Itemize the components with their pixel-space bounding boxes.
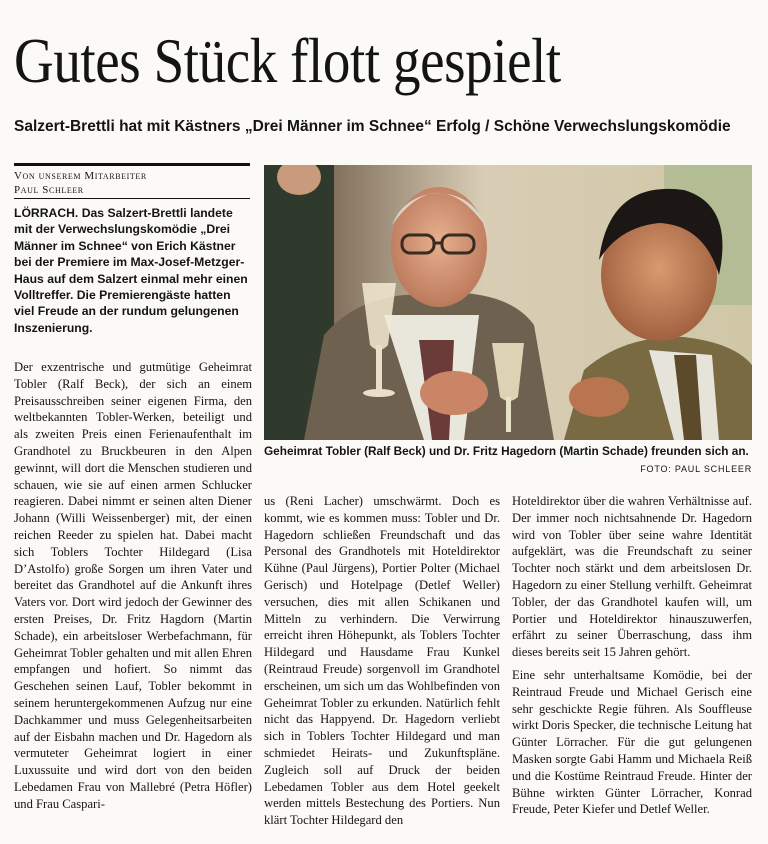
byline <box>14 169 250 197</box>
byline-author: Paul Schleer <box>14 184 84 196</box>
article-column-1 <box>14 359 252 813</box>
lead-paragraph: LÖRRACH. Das Salzert-Brettli landete mit der Verwechslungskomödie „Drei Männer im Schnee“ von Erich Kästner bei der Premiere im Max-Josef-Metzger-Haus auf dem Salzert einmal mehr einen Volltreffer. Die Premierengäste hatten viel Freude an der rundum gelungenen Inszenierung. <box>14 206 248 335</box>
article-column-3 <box>512 493 752 818</box>
body-paragraph: Der exzentrische und gutmütige Geheimrat Tobler (Ralf Beck), der sich an einem Preisausschreiben seiner eigenen Firma, den weltbekannten Tobler-Werken, beteiligt und als zweiten Preis einen Ferienaufenthalt im Grandhotel zu Bruckbeuren in den Alpen gewinnt, will dort die Menschen studieren und schauen, wie sie auf einen armen Schlucker reagieren. Dabei nimmt er seinen alten Diener Johann (Willi Weissenberger) mit, der einen reichen Reeder zu spielen hat. Dabei macht sich Toblers Tochter Hildegard (Lisa D’Astolfo) große Sorgen um ihren Vater und bereitet das Grandhotel auf die Ankunft ihres Vaters vor. Dort wird jedoch der Gewinner des ersten Preises, Dr. Fritz Hagdorn (Martin Schade), ein arbeitsloser Werbefachmann, für Geheimrat Tobler gehalten und mit allen Ehren empfangen und hofiert. So nimmt das Geschehen seinen Lauf, Tobler bekommt in seinem heruntergekommenen Aufzug nur eine Dachkammer und muss Gelegenheitsarbeiten auf der Eisbahn machen und Dr. Hagedorn als vermuteter Geheimrat logiert in einer Luxussuite und wird dort von den beiden Lebedamen Frau von Mallebré (Petra Höfler) und Frau Caspari- <box>14 360 252 811</box>
byline-rule-top <box>14 163 250 166</box>
byline-role: Von unserem Mitarbeiter <box>14 170 147 182</box>
body-paragraph: Hoteldirektor über die wahren Verhältnisse auf. Der immer noch nichtsahnende Dr. Hagedorn wird von Tobler über seine wahre Identität aufgeklärt, was die Freundschaft zu seiner Tochter noch stärkt und dem arbeitslosen Dr. Hagedorn zu einer Stellung verhilft. Geheimrat Tobler, der das Grandhotel kaufen will, um Portier und Hoteldirektor hinauszuwerfen, erfährt zu seiner Überraschung, dass ihm dieses bereits seit 15 Jahren gehört. <box>512 494 752 660</box>
byline-rule-bottom <box>14 198 250 199</box>
photo-caption: Geheimrat Tobler (Ralf Beck) und Dr. Fritz Hagedorn (Martin Schade) freunden sich an. <box>264 444 749 458</box>
article-column-2 <box>264 493 500 829</box>
body-paragraph: Eine sehr unterhaltsame Komödie, bei der Reintraud Freude und Michael Gerisch eine sehr geschickte Regie führen. Als Souffleuse wirkt Doris Specker, die technische Leitung hat Günter Lörracher. Für die gut gelungenen Masken sorgte Gabi Hamm und Michaela Reiß und die Kostüme Reintraud Freude. Hinter der Bühne wirkten Günter Lörracher, Konrad Freude, Peter Kiefer und Detlef Weller. <box>512 667 752 817</box>
article-photo <box>264 165 752 440</box>
body-paragraph: us (Reni Lacher) umschwärmt. Doch es kommt, wie es kommen muss: Tobler und Dr. Hagedorn schließen Freundschaft und das Personal des Grandhotels mit Hoteldirektor Kühne (Paul Jürgens), Portier Polter (Michael Gerisch) und Hotelpage (Detlef Weller) versuchen, dies mit allen Schikanen und Mitteln zu verhindern. Die Verwirrung erreicht ihren Höhepunkt, als Toblers Tochter Hildegard und Hausdame Frau Kunkel (Reintraud Freude) sorgenvoll im Grandhotel erscheinen, um sich um das Wohlbefinden von Geheimrat Tobler zu erkunden. Natürlich fehlt nicht das Happyend. Dr. Hagedorn verliebt sich in Toblers Tochter Hildegard und man schmiedet Heirats- und Zukunftspläne. Zugleich soll auf Druck der beiden Lebedamen Tobler aus dem Hotel geekelt werden mittels Bestechung des Portiers. Nun klärt Tochter Hildegard den <box>264 494 500 828</box>
subheadline: Salzert-Brettli hat mit Kästners „Drei Männer im Schnee“ Erfolg / Schöne Verwechslungskomödie <box>14 118 731 135</box>
headline: Gutes Stück flott gespielt <box>14 25 561 96</box>
photo-credit: FOTO: PAUL SCHLEER <box>640 464 752 474</box>
